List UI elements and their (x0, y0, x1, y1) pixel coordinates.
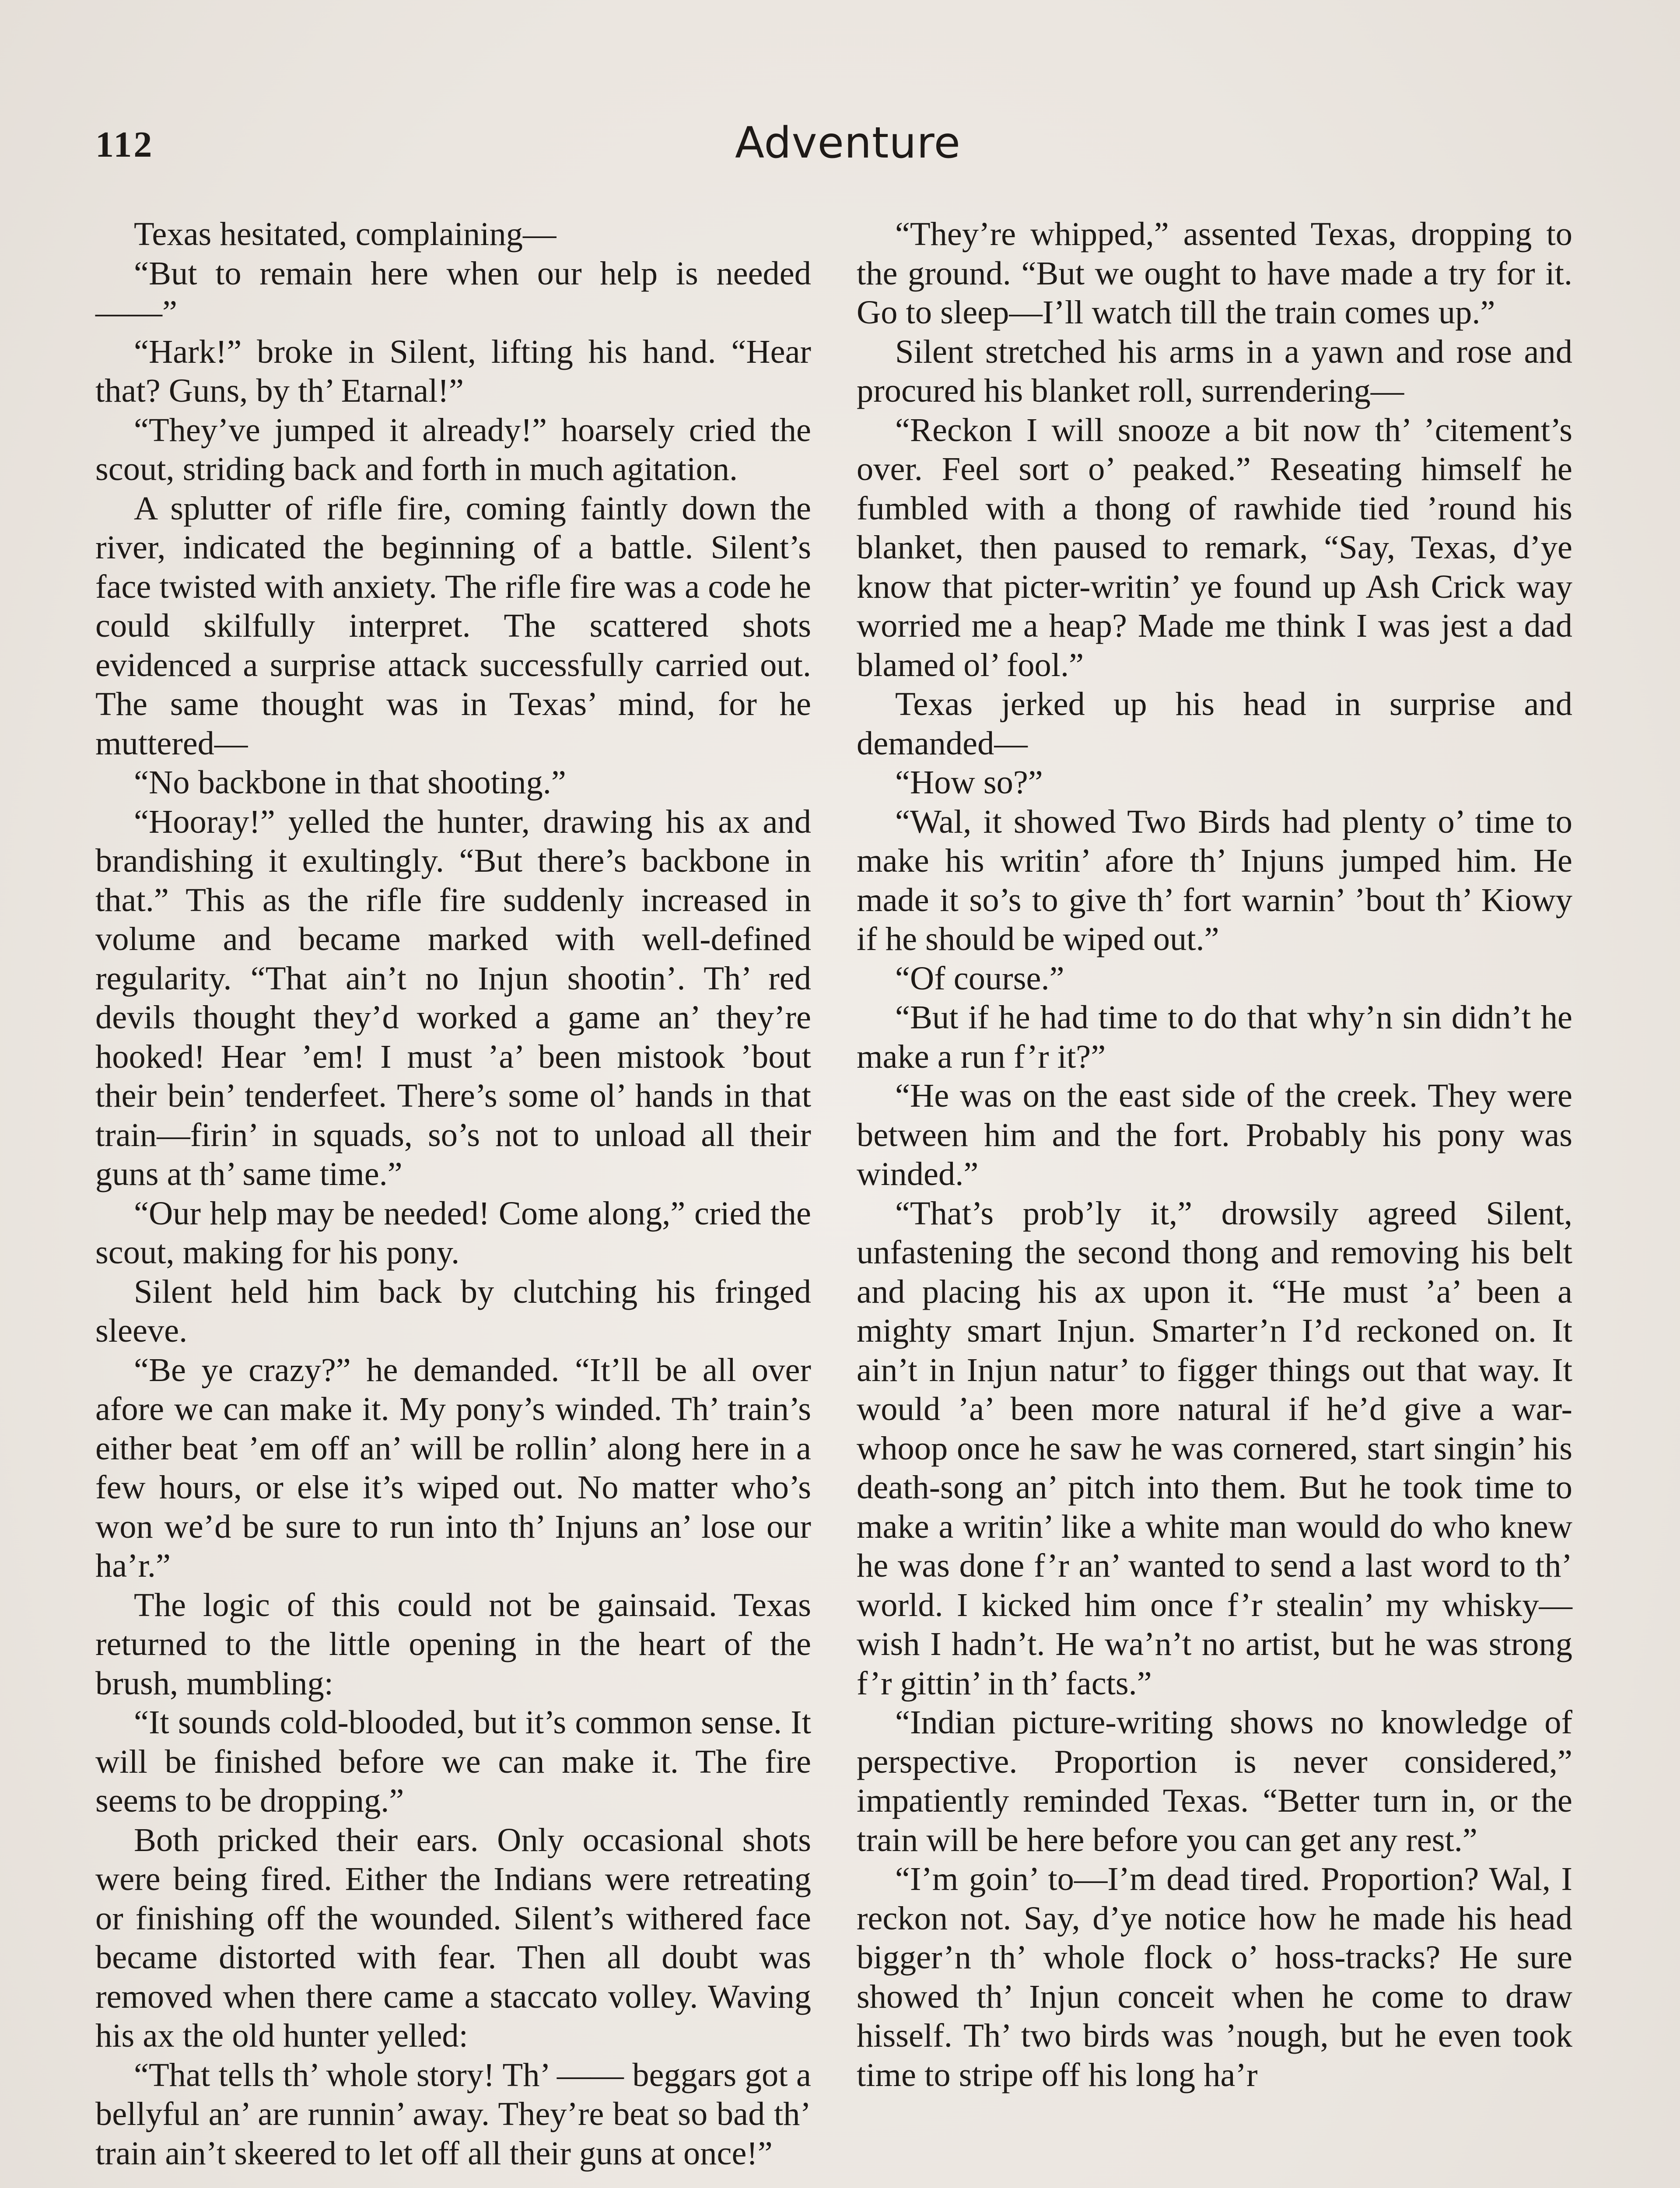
paragraph: “Hooray!” yelled the hunter, drawing his ax and brandishing it exultingly. “But there’s backbone in that.” This as the rifle fire suddenly increased in volume and became marked with well-defined regularity. “That ain’t no Injun shootin’. Th’ red devils thought they’d worked a game an’ they’re hooked! Hear ’em! I must ’a’ been mistook ’bout their bein’ tenderfeet. There’s some ol’ hands in that train—firin’ in squads, so’s not to unload all their guns at th’ same time.” (95, 803, 811, 1192)
paragraph: The logic of this could not be gainsaid. Texas returned to the little opening in the heart of the brush, mumbling: (95, 1586, 811, 1702)
running-title: Adventure (735, 118, 961, 168)
paragraph: “Wal, it showed Two Birds had plenty o’ time to make his writin’ afore th’ Injuns jumped him. He made it so’s to give th’ fort warnin’ ’bout th’ Kiowy if he should be wiped out.” (857, 803, 1572, 957)
paragraph: “But to remain here when our help is needed——” (95, 254, 811, 331)
paragraph: “He was on the east side of the creek. They were between him and the fort. Probably his pony was winded.” (857, 1077, 1572, 1192)
paragraph: “But if he had time to do that why’n sin didn’t he make a run f’r it?” (857, 999, 1572, 1075)
paragraph: Texas hesitated, complaining— (134, 215, 556, 252)
paragraph: “That’s prob’ly it,” drowsily agreed Silent, unfastening the second thong and removing his belt and placing his ax upon it. “He must ’a’ been a mighty smart Injun. Smarter’n I’d reckoned on. It ain’t in Injun natur’ to figger things out that way. It would ’a’ been more natural if he’d give a war-whoop once he saw he was cornered, start singin’ his death-song an’ pitch into them. But he took time to make a writin’ like a white man would do who knew he was done f’r an’ wanted to send a last word to th’ world. I kicked him once f’r stealin’ my whisky—wish I hadn’t. He wa’n’t no artist, but he was strong f’r gittin’ in th’ facts.” (857, 1194, 1572, 1702)
paragraph: “They’re whipped,” assented Texas, dropping to the ground. “But we ought to have made a try for it. Go to sleep—I’ll watch till the train comes up.” (857, 215, 1572, 331)
paragraph: Texas jerked up his head in surprise and demanded— (857, 685, 1572, 762)
paragraph: “I’m goin’ to—I’m dead tired. Proportion? Wal, I reckon not. Say, d’ye notice how he made his head bigger’n th’ whole flock o’ hoss-tracks? He sure showed th’ Injun conceit when he come to draw hisself. Th’ two birds was ’nough, but he even took time to stripe off his long ha’r (857, 1860, 1572, 2093)
paragraph: Both pricked their ears. Only occasional shots were being fired. Either the Indians were retreating or finishing off the wounded. Silent’s withered face became distorted with fear. Then all doubt was removed when there came a staccato volley. Waving his ax the old hunter yelled: (95, 1821, 811, 2054)
paragraph: “That tells th’ whole story! Th’ —— beggars got a bellyful an’ are runnin’ away. They’re beat so bad th’ train ain’t skeered to let off all their guns at once!” (95, 2056, 811, 2172)
page-number: 112 (95, 124, 154, 165)
paragraph: “It sounds cold-blooded, but it’s common sense. It will be finished before we can make it. The fire seems to be dropping.” (95, 1704, 811, 1819)
paragraph: “Of course.” (895, 959, 1064, 997)
left-column (95, 214, 811, 2173)
paragraph: Silent held him back by clutching his fringed sleeve. (95, 1273, 811, 1349)
right-column (857, 214, 1572, 2094)
paragraph: “Our help may be needed! Come along,” cried the scout, making for his pony. (95, 1194, 811, 1271)
page-header (95, 118, 1600, 179)
paragraph: “Hark!” broke in Silent, lifting his hand. “Hear that? Guns, by th’ Etarnal!” (95, 333, 811, 409)
paragraph: “Indian picture-writing shows no knowledge of perspective. Proportion is never considered,” impatiently reminded Texas. “Better turn in, or the train will be here before you can get any rest.” (857, 1704, 1572, 1858)
paragraph: “Be ye crazy?” he demanded. “It’ll be all over afore we can make it. My pony’s winded. Th’ train’s either beat ’em off an’ will be rollin’ along here in a few hours, or else it’s wiped out. No matter who’s won we’d be sure to run into th’ Injuns an’ lose our ha’r.” (95, 1351, 811, 1584)
paragraph: “Reckon I will snooze a bit now th’ ’citement’s over. Feel sort o’ peaked.” Reseating himself he fumbled with a thong of rawhide tied ’round his blanket, then paused to remark, “Say, Texas, d’ye know that picter-writin’ ye found up Ash Crick way worried me a heap? Made me think I was jest a dad blamed ol’ fool.” (857, 411, 1572, 684)
paragraph: “How so?” (895, 764, 1043, 801)
paragraph: “No backbone in that shooting.” (134, 764, 566, 801)
paragraph: A splutter of rifle fire, coming faintly down the river, indicated the beginning of a battle. Silent’s face twisted with anxiety. The rifle fire was a code he could skilfully interpret. The scattered shots evidenced a surprise attack successfully carried out. The same thought was in Texas’ mind, for he muttered— (95, 489, 811, 762)
paragraph: “They’ve jumped it already!” hoarsely cried the scout, striding back and forth in much agitation. (95, 411, 811, 487)
paragraph: Silent stretched his arms in a yawn and rose and procured his blanket roll, surrendering— (857, 333, 1572, 409)
